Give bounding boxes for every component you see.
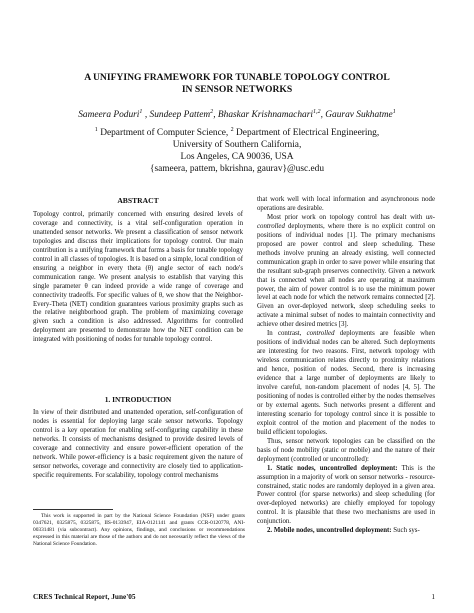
university: University of Southern California, [172, 140, 302, 150]
title-line-2: IN SENSOR NETWORKS [181, 84, 293, 95]
rc-p2-b: deployments, where there is no explicit control on positions of individual nodes [1]. The primary mechanisms proposed are power control and sleep scheduling. These methods involve pruning an already existing, well connected communication graph in order to save power while ensuring that the resultant sub-graph preserves connectivity. Given a network that is connected when all nodes are operating at maximum power, the aim of power control is to use the minimum power level at each node for which the network remains connected [2]. Given an over-deployed network, sleep scheduling seeks to activate a minimal subset of nodes to maintain connectivity and achieve other desired metrics [3]. [257, 222, 435, 329]
rc-para-1: that work well with local information and asynchronous node operations are desirable. [257, 196, 435, 212]
report-label: CRES Technical Report, June'05 [33, 592, 136, 601]
rc-p2-a: Most prior work on topology control has dealt with [267, 213, 426, 221]
intro-body [33, 409, 243, 481]
intro-text: In view of their distributed and unattended operation, self-configuration of nodes is essential for deploying large scale sensor networks. Topology control is a key operation for enabling self-configuring capability in these networks. It consists of mechanisms designed to provide desired levels of coverage and connectivity and ensure power-efficient operation of the network. While power-efficiency is a basic requirement given the nature of sensor networks, coverage and connectivity are closely tied to application-specific requirements. For scalability, topology control mechanisms [33, 409, 243, 479]
rc-p6-head: 2. Mobile nodes, uncontrolled deployment: [267, 527, 392, 535]
abstract-text: Topology control, primarily concerned with ensuring desired levels of coverage and connectivity, is a vital self-configuration operation in unattended sensor networks. We present a classification of sensor network topologies and discuss their implications for topology control. Our main contribution is a unifying framework that forms a basis for tunable topology control in all classes of topologies. It is based on a simple, local condition of ensuring a neighbor in every theta (θ) angle sector of each node's communication range. We present analysis to establish that varying this single parameter θ can indeed provide a wide range of coverage and connectivity tradeoffs. For specific values of θ, we show that the Neighbor-Every-Theta (NET) condition guarantees various proximity graphs such as the relative neighborhood graph. The problem of maximizing coverage given such a condition is also addressed. Algorithms for controlled deployment are presented to demonstrate how the NET condition can be integrated with positioning of nodes for tunable topology control. [33, 211, 243, 344]
title-line-1: A UNIFYING FRAMEWORK FOR TUNABLE TOPOLOGY CONTROL [84, 72, 390, 83]
rc-para-2 [257, 214, 435, 330]
intro-heading: 1. INTRODUCTION [104, 395, 172, 404]
rc-p5-head: 1. Static nodes, uncontrolled deployment: [267, 464, 398, 472]
author-2-affil: 2 [210, 108, 214, 115]
author-4-affil: 1 [392, 108, 396, 115]
rc-p2-em: un-controlled [257, 213, 435, 230]
rc-p3-b: deployments are feasible when positions of individual nodes can be altered. Such deployments are interesting for two reasons. First, network topology with wireless communication relates directly to proximity relations and hence, position of nodes. Second, there is increasing evidence that a large number of deployments are likely to involve careful, non-random placement of nodes [4, 5]. The positioning of nodes is controlled either by the nodes themselves or by external agents. Such networks present a different and interesting scenario for topology control since it is possible to exploit control of the motion and placement of the nodes to build efficient topologies. [257, 330, 435, 436]
dept-1: Department of Computer Science, [97, 128, 231, 138]
author-1-affil: 1 [139, 108, 143, 115]
abstract-heading: ABSTRACT [117, 196, 159, 205]
city: Los Angeles, CA 90036, USA [180, 152, 294, 162]
rc-para-3 [257, 330, 435, 437]
right-column [257, 196, 435, 536]
rc-para-4: Thus, sensor network topologies can be classified on the basis of node mobility (static or mobile) and the nature of their deployment (controlled or uncontrolled): [257, 437, 435, 463]
page-number: 1 [431, 592, 435, 601]
dept-1-marker: 1 [94, 126, 98, 133]
footnote: This work is supported in part by the National Science Foundation (NSF) under grants 0347621, 0325875, 0325875, IIS-0133947, EIA-0121141 and grants CCR-0120778, ANI-00331481 (via subcontract). Any opinions, findings, and conclusions or recommendations expressed in this material are those of the authors and do not necessarily reflect the views of the National Science Foundation. [33, 513, 245, 548]
author-list [0, 109, 474, 121]
affiliations [0, 127, 474, 175]
departments [0, 127, 474, 139]
paper-title [0, 72, 474, 96]
rc-p3-em: controlled [306, 330, 335, 338]
footnote-rule [33, 509, 113, 510]
dept-2: Department of Electrical Engineering, [233, 128, 380, 138]
author-1: Sameera Poduri [78, 110, 140, 120]
rc-para-5 [257, 465, 435, 528]
emails: {sameera, pattem, bkrishna, gaurav}@usc.edu [149, 164, 325, 174]
rc-p3-a: In contrast, [267, 330, 307, 338]
dept-2-marker: 2 [230, 126, 234, 133]
rc-p5-text: This is the assumption in a majority of work on sensor networks - resource-constrained, static nodes are randomly deployed in a given area. Power control (for sparse networks) and sleep scheduling (for over-deployed networks) are chiefly employed for topology control. It is plausible that these two mechanisms are used in conjunction. [257, 464, 435, 526]
abstract-body [33, 211, 243, 345]
author-4: , Gaurav Sukhatme [320, 110, 393, 120]
author-2: , Sundeep Pattem [142, 110, 211, 120]
rc-p6-text: Such sys- [391, 527, 420, 535]
author-3: , Bhaskar Krishnamachari [213, 110, 313, 120]
rc-para-6 [257, 527, 435, 536]
author-3-affil: 1,2 [312, 108, 321, 115]
